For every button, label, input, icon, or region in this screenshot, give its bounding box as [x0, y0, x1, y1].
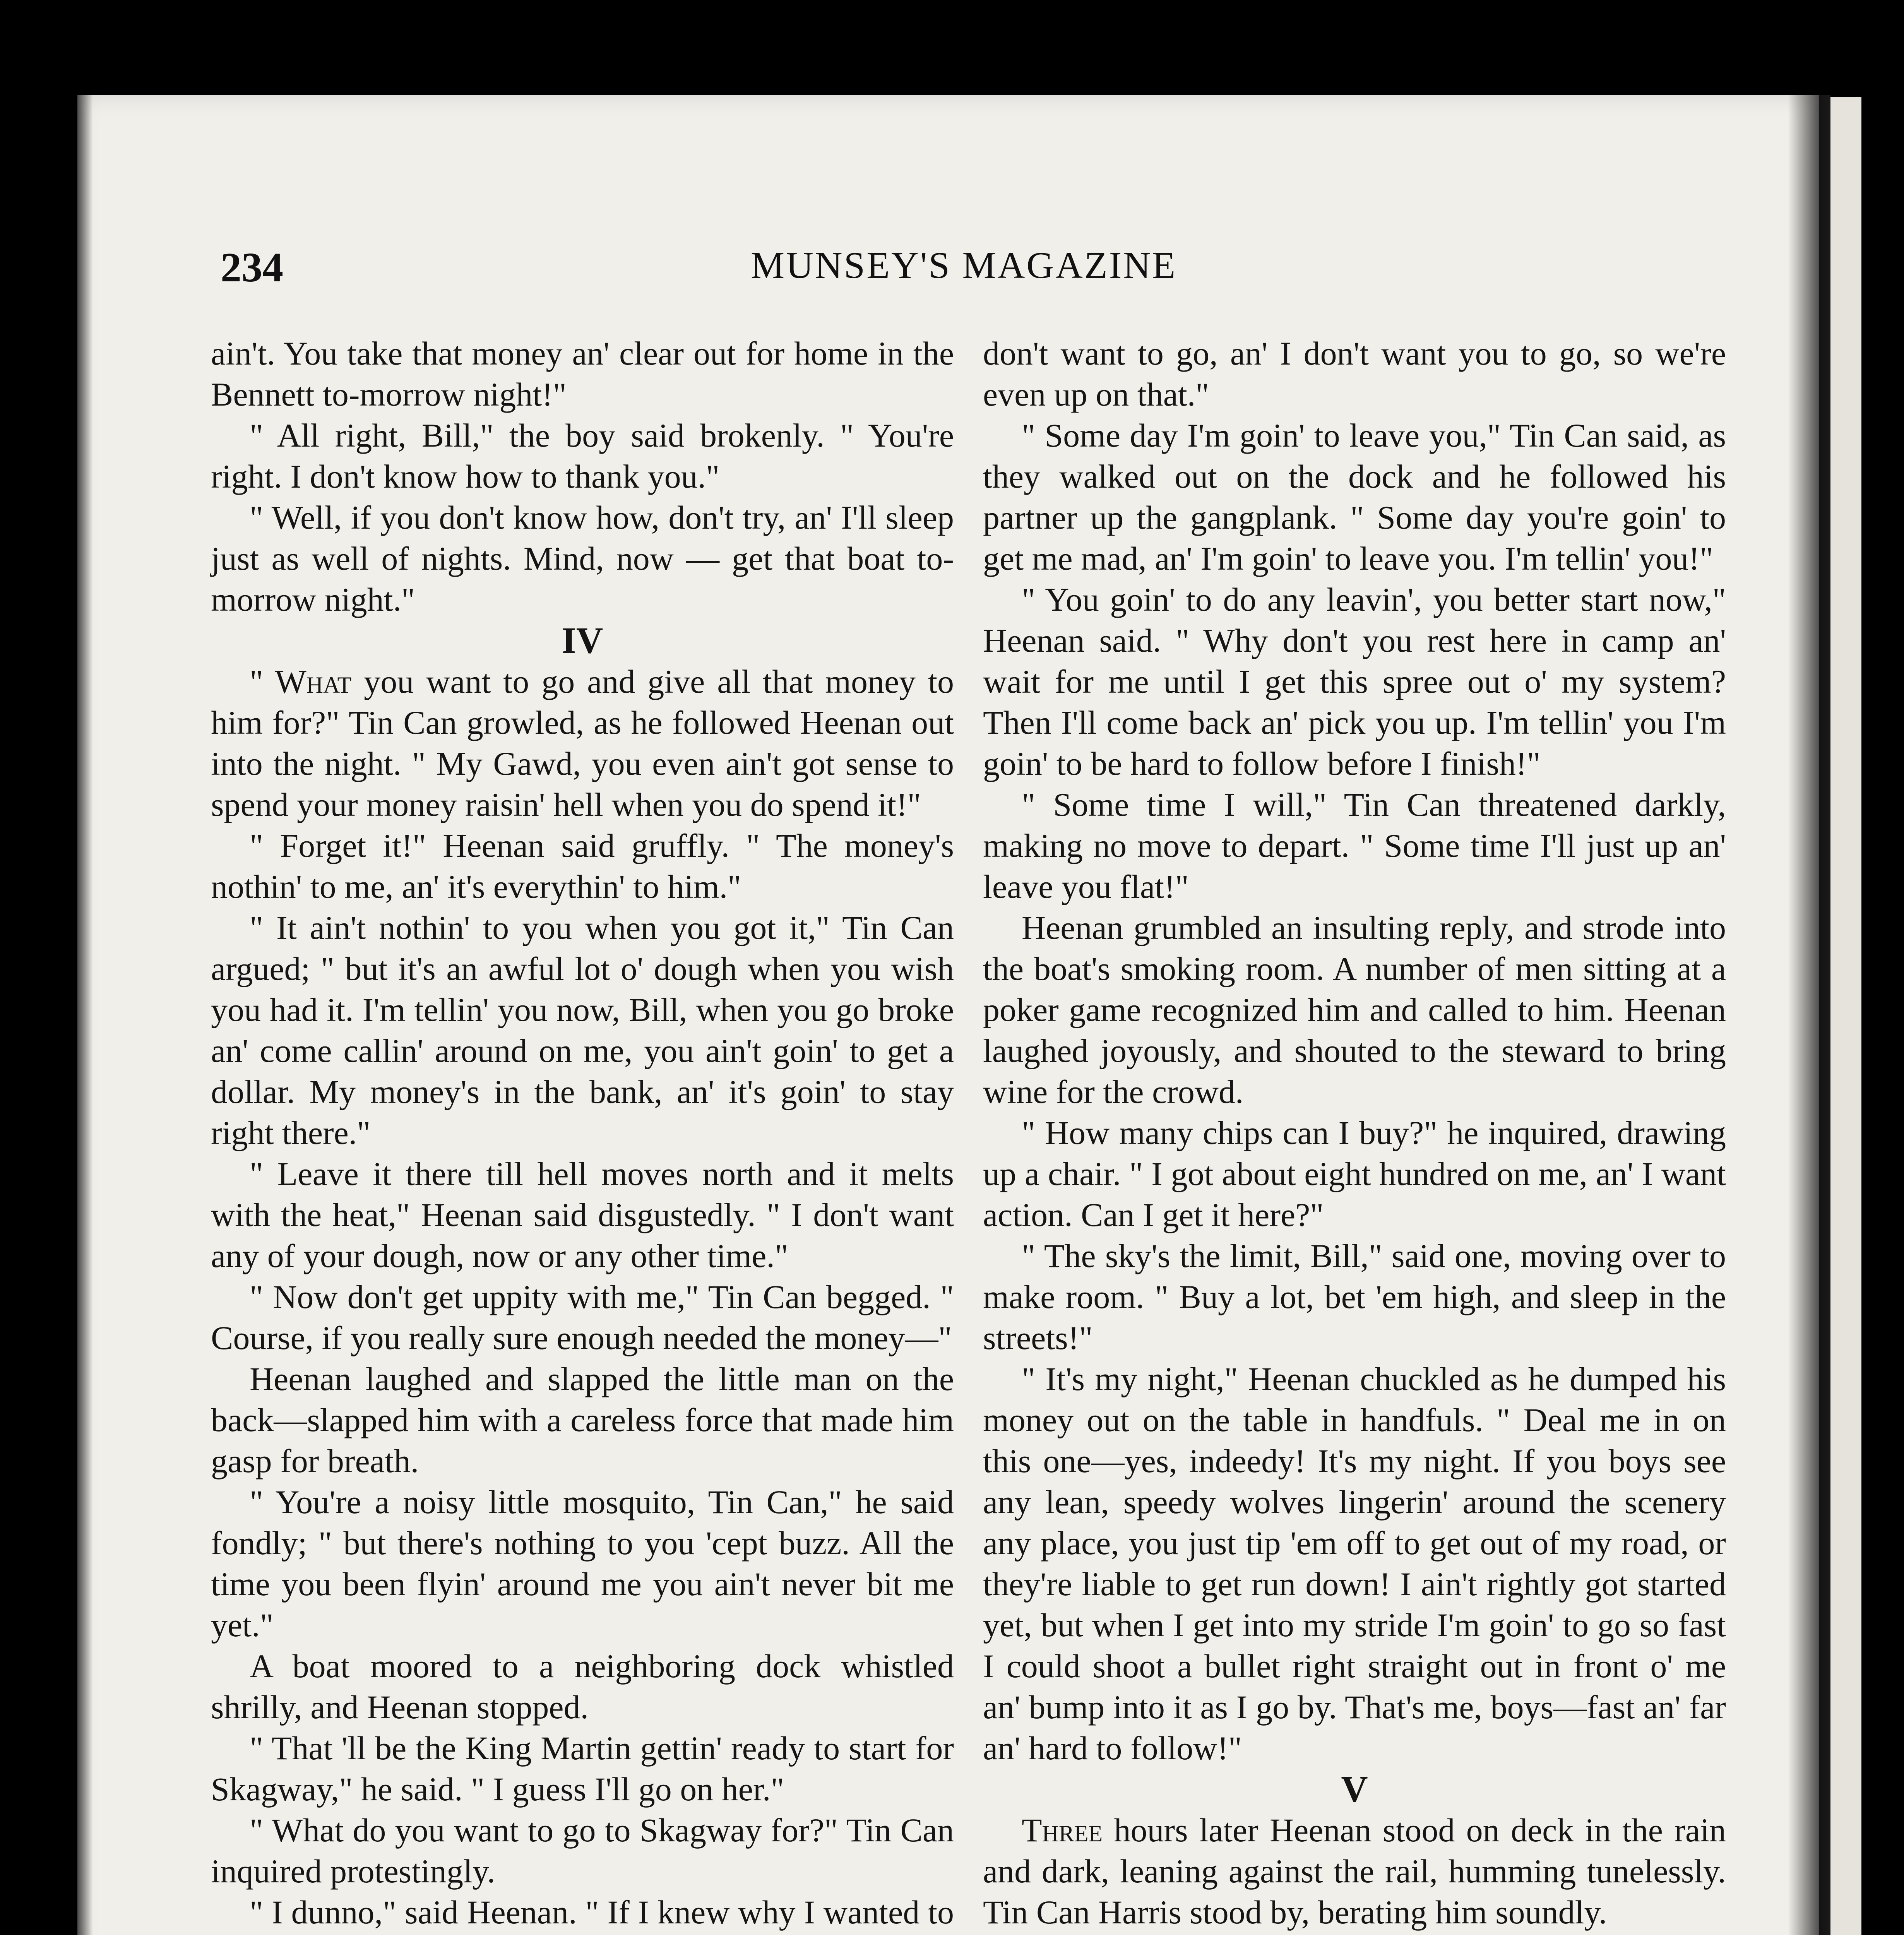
- paragraph: ain't. You take that money an' clear out for home in the Bennett to-morrow night!": [211, 335, 954, 413]
- paragraph: " Leave it there till hell moves north and it melts with the heat," Heenan said disgustedly. " I don't want any of your dough, now or any other time.": [211, 1155, 954, 1274]
- paragraph: " That 'll be the King Martin gettin' ready to start for Skagway," he said. " I guess I'll go on her.": [211, 1730, 954, 1808]
- paragraph-text: you want to go and give all that money to him for?" Tin Can growled, as he followed Heenan out into the night. " My Gawd, you even ain't got sense to spend your money raisin' hell when you do spend it!": [211, 663, 954, 823]
- paragraph: " How many chips can I buy?" he inquired, drawing up a chair. " I got about eight hundred on me, an' I want action. Can I get it here?": [983, 1114, 1726, 1233]
- paragraph: " It ain't nothin' to you when you got it," Tin Can argued; " but it's an awful lot o' dough when you wish you had it. I'm tellin' you now, Bill, when you go broke an' come callin' around on me, you ain't goin' to get a dollar. My money's in the bank, an' it's goin' to stay right there.": [211, 909, 954, 1151]
- paragraph: " Forget it!" Heenan said gruffly. " The money's nothin' to me, an' it's everythin' to him.": [211, 827, 954, 905]
- paragraph: Heenan grumbled an insulting reply, and strode into the boat's smoking room. A number of men sitting at a poker game recognized him and called to him. Heenan laughed joyously, and shouted to the steward to bring wine for the crowd.: [983, 909, 1726, 1110]
- paragraph: " The sky's the limit, Bill," said one, moving over to make room. " Buy a lot, bet 'em high, and sleep in the streets!": [983, 1237, 1726, 1356]
- paragraph: " What do you want to go to Skagway for?" Tin Can inquired protestingly.: [211, 1812, 954, 1890]
- running-head: [221, 244, 1730, 290]
- paragraph: Heenan laughed and slapped the little man on the back—slapped him with a careless force that made him gasp for breath.: [211, 1360, 954, 1480]
- paragraph: [211, 661, 954, 825]
- paragraph: " It's my night," Heenan chuckled as he dumped his money out on the table in handfuls. " Deal me in on this one—yes, indeedy! It's my night. If you boys see any lean, speedy wolves lingerin' around the scenery any place, you just tip 'em off to get out of my road, or they're liable to get run down! I ain't rightly got started yet, but when I get into my stride I'm goin' to go so fast I could shoot a bullet right straight out in front o' me an' bump into it as I go by. That's me, boys—fast an' far an' hard to follow!": [983, 1360, 1726, 1767]
- left-column: [211, 333, 954, 1935]
- magazine-title: MUNSEY'S MAGAZINE: [751, 245, 1177, 286]
- page-number: 234: [221, 245, 283, 291]
- section-heading-v: V: [1341, 1768, 1368, 1810]
- small-caps-lead: " What: [250, 663, 352, 700]
- paragraph: [983, 1933, 1726, 1935]
- paragraph-text: hours later Heenan stood on deck in the rain and dark, leaning against the rail, humming tunelessly. Tin Can Harris stood by, berating him soundly.: [983, 1812, 1726, 1931]
- adjacent-page-edge: [1830, 97, 1861, 1935]
- paragraph: A boat moored to a neighboring dock whistled shrilly, and Heenan stopped.: [211, 1647, 954, 1726]
- paragraph: " Some day I'm goin' to leave you," Tin Can said, as they walked out on the dock and he followed his partner up the gangplank. " Some day you're goin' to get me mad, an' I'm goin' to leave you. I'm tellin' you!": [983, 417, 1726, 577]
- paragraph: [983, 1810, 1726, 1933]
- paragraph: " You goin' to do any leavin', you better start now," Heenan said. " Why don't you rest here in camp an' wait for me until I get this spree out o' my system? Then I'll come back an' pick you up. I'm tellin' you I'm goin' to be hard to follow before I finish!": [983, 581, 1726, 782]
- paragraph: " All right, Bill," the boy said brokenly. " You're right. I don't know how to thank you.": [211, 417, 954, 495]
- paragraph: " Now don't get uppity with me," Tin Can begged. " Course, if you really sure enough needed the money—": [211, 1278, 954, 1356]
- paragraph: " Well, if you don't know how, don't try, an' I'll sleep just as well of nights. Mind, now — get that boat to-morrow night.": [211, 499, 954, 618]
- paragraph: don't want to go, an' I don't want you to go, so we're even up on that.": [983, 335, 1726, 413]
- paragraph: " I dunno," said Heenan. " If I knew why I wanted to: [250, 1894, 954, 1931]
- paragraph: " You're a noisy little mosquito, Tin Can," he said fondly; " but there's nothing to you 'cept buzz. All the time you been flyin' around me you ain't never bit me yet.": [211, 1483, 954, 1644]
- page-edge-shadow: [77, 95, 93, 1935]
- gutter-shadow: [1788, 95, 1830, 1935]
- right-column: [983, 333, 1726, 1935]
- paragraph: " Some time I will," Tin Can threatened darkly, making no move to depart. " Some time I'll just up an' leave you flat!": [983, 786, 1726, 905]
- section-heading-iv: IV: [562, 620, 603, 661]
- small-caps-lead: Three: [1022, 1812, 1103, 1849]
